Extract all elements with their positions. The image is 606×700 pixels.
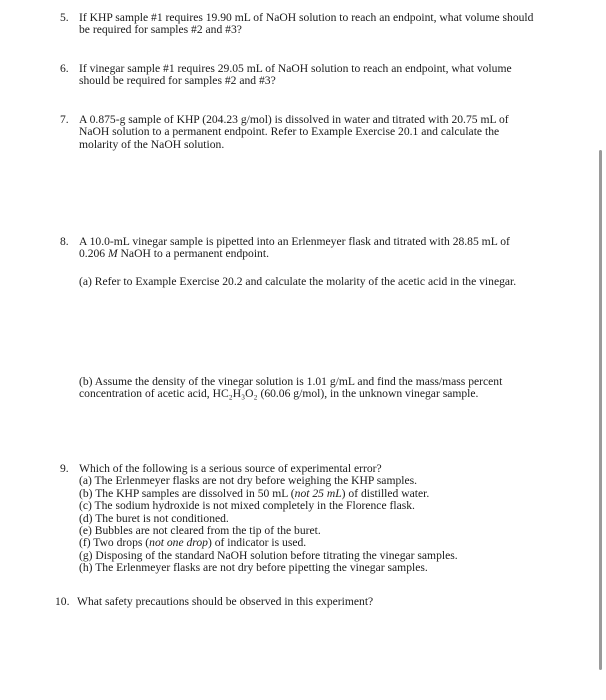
question-text: A 0.875-g sample of KHP (204.23 g/mol) is dissolved in water and titrated with 20.75 mL of NaOH solution to a permanent endpoint. Refer to Example Exercise 20.1 and calculate the molarity of the NaOH solution. (79, 113, 509, 151)
question-number: 8. (60, 235, 69, 248)
question-text-part: A 10.0-mL vinegar sample is pipetted into an Erlenmeyer flask and titrated with 28.85 mL of 0.206 (79, 235, 510, 261)
option-c: (c) The sodium hydroxide is not mixed completely in the Florence flask. (79, 499, 415, 513)
question-5 (60, 12, 538, 37)
question-9 (60, 463, 538, 575)
question-6 (60, 63, 538, 88)
question-number: 7. (60, 113, 69, 126)
option-text: (b) The KHP samples are dissolved in 50 mL ( (79, 486, 295, 500)
option-text: ) of distilled water. (341, 486, 430, 500)
question-8a: (a) Refer to Example Exercise 20.2 and calculate the molarity of the acetic acid in the vinegar. (79, 275, 517, 288)
question-text: If KHP sample #1 requires 19.90 mL of NaOH solution to reach an endpoint, what volume should be required for samples #2 and #3? (79, 11, 534, 37)
option-text: ) of indicator is used. (207, 536, 307, 550)
question-number: 6. (60, 62, 69, 75)
question-text (79, 236, 538, 261)
option-a: (a) The Erlenmeyer flasks are not dry before weighing the KHP samples. (79, 474, 418, 488)
question-text-part: NaOH to a permanent endpoint. (117, 247, 269, 261)
option-f (79, 537, 538, 549)
option-d: (d) The buret is not conditioned. (79, 511, 229, 525)
option-text: (f) Two drops ( (79, 536, 150, 550)
question-8b-text: (b) Assume the density of the vinegar solution is 1.01 g/mL and find the mass/mass percent concentration of acetic acid, HC₂H₃O₂ (60.06 g/mol), in the unknown vinegar sample. (79, 375, 503, 401)
option-emphasis: not 25 mL (294, 486, 342, 500)
option-g: (g) Disposing of the standard NaOH solution before titrating the vinegar samples. (79, 548, 458, 562)
question-10 (55, 596, 533, 608)
options-list (79, 475, 538, 574)
option-emphasis: not one drop (149, 536, 208, 550)
option-e: (e) Bubbles are not cleared from the tip of the buret. (79, 524, 321, 538)
question-8 (60, 236, 538, 261)
option-h: (h) The Erlenmeyer flasks are not dry before pipetting the vinegar samples. (79, 561, 428, 575)
question-number: 10. (55, 595, 70, 608)
question-text: If vinegar sample #1 requires 29.05 mL of NaOH solution to reach an endpoint, what volume should be required for samples #2 and #3? (79, 62, 512, 88)
question-number: 9. (60, 462, 69, 475)
question-number: 5. (60, 11, 69, 24)
scrollbar[interactable] (599, 150, 602, 670)
question-text: What safety precautions should be observed in this experiment? (77, 595, 374, 608)
question-7 (60, 114, 538, 151)
question-text: Which of the following is a serious source of experimental error? (79, 462, 382, 475)
question-8b (79, 376, 539, 401)
molarity-symbol: M (107, 247, 118, 261)
